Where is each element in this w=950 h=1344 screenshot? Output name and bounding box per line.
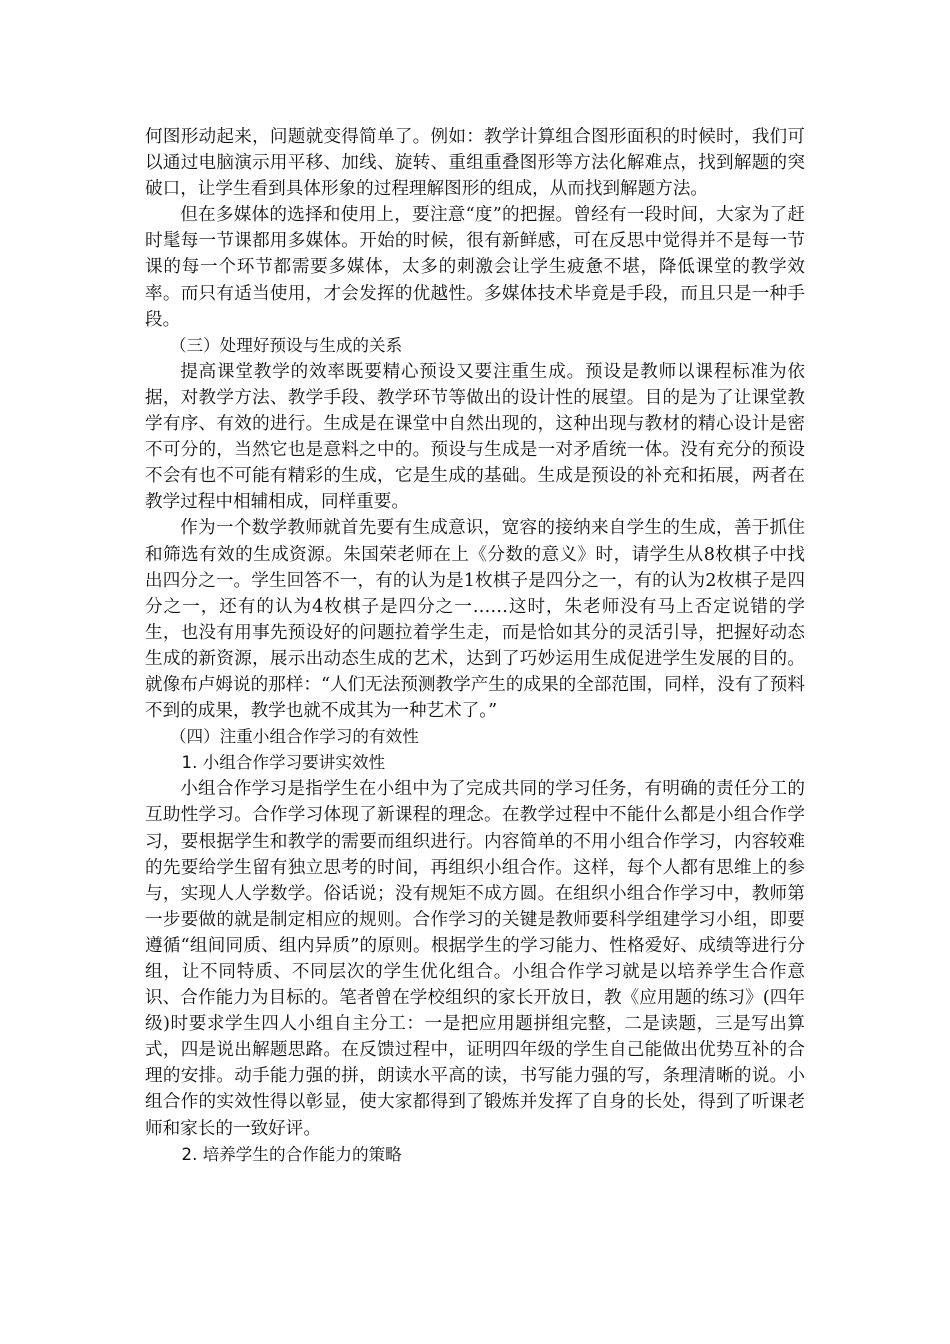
paragraph-generation-awareness: 作为一个数学教师就首先要有生成意识，宽容的接纳来自学生的生成，善于抓住和筛选有效的生成资源。朱国荣老师在上《分数的意义》时，请学生从8枚棋子中找出四分之一。学生回答不一，有的认为是1枚棋子是四分之一，有的认为2枚棋子是四分之一，还有的认为4枚棋子是四分之一……这时，朱老师没有马上否定说错的学生，也没有用事先预设好的问题拉着学生走，而是恰如其分的灵活引导，把握好动态生成的新资源，展示出动态生成的艺术，达到了巧妙运用生成促进学生发展的目的。就像布卢姆说的那样：“人们无法预测教学产生的成果的全部范围，同样，没有了预料不到的成果，教学也就不成其为一种艺术了。” (145, 518, 805, 722)
paragraph-geometry-animation: 何图形动起来，问题就变得简单了。例如：教学计算组合图形面积的时候时，我们可以通过电脑演示用平移、加线、旋转、重组重叠图形等方法化解难点，找到解题的突破口，让学生看到具体形象的过程理解图形的组成，从而找到解题方法。 (145, 127, 805, 200)
subsection-heading-2: 2. 培养学生的合作能力的策略 (181, 1144, 402, 1164)
section-heading-4: （四）注重小组合作学习的有效性 (169, 727, 419, 747)
paragraph-multimedia-moderation: 但在多媒体的选择和使用上，要注意“度”的把握。曾经有一段时间，大家为了赶时髦每一节课都用多媒体。开始的时候，很有新鲜感，可在反思中觉得并不是每一节课的每一个环节都需要多媒体，太多的刺激会让学生疲惫不堪，降低课堂的教学效率。而只有适当使用，才会发挥的优越性。多媒体技术毕竟是手段，而且只是一种手段。 (145, 205, 805, 330)
paragraph-group-cooperation: 小组合作学习是指学生在小组中为了完成共同的学习任务，有明确的责任分工的互助性学习。合作学习体现了新课程的理念。在教学过程中不能什么都是小组合作学习，要根据学生和教学的需要而组织进行。内容简单的不用小组合作学习，内容较难的先要给学生留有独立思考的时间，再组织小组合作。这样，每个人都有思维上的参与，实现人人学数学。俗话说；没有规矩不成方圆。在组织小组合作学习中，教师第一步要做的就是制定相应的规则。合作学习的关键是教师要科学组建学习小组，即要遵循“组间同质、组内异质”的原则。根据学生的学习能力、性格爱好、成绩等进行分组，让不同特质、不同层次的学生优化组合。小组合作学习就是以培养学生合作意识、合作能力为目标的。笔者曾在学校组织的家长开放日，教《应用题的练习》(四年级)时要求学生四人小组自主分工：一是把应用题拼组完整，二是读题，三是写出算式，四是说出解题思路。在反馈过程中，证明四年级的学生自己能做出优势互补的合理的安排。动手能力强的拼，朗读水平高的读，书写能力强的写，条理清晰的说。小组合作的实效性得以彰显，使大家都得到了锻炼并发挥了自身的长处，得到了听课老师和家长的一致好评。 (145, 779, 805, 1139)
paragraph-preset-generation: 提高课堂教学的效率既要精心预设又要注重生成。预设是教师以课程标准为依据，对教学方法、教学手段、教学环节等做出的设计性的展望。目的是为了让课堂教学有序、有效的进行。生成是在课堂中自然出现的，这种出现与教材的精心设计是密不可分的，当然它也是意料之中的。预设与生成是一对矛盾统一体。没有充分的预设不会有也不可能有精彩的生成，它是生成的基础。生成是预设的补充和拓展，两者在教学过程中相辅相成，同样重要。 (145, 361, 805, 513)
subsection-heading-1: 1. 小组合作学习要讲实效性 (181, 753, 386, 773)
document-page (145, 124, 805, 1168)
section-heading-3: （三）处理好预设与生成的关系 (169, 335, 403, 355)
